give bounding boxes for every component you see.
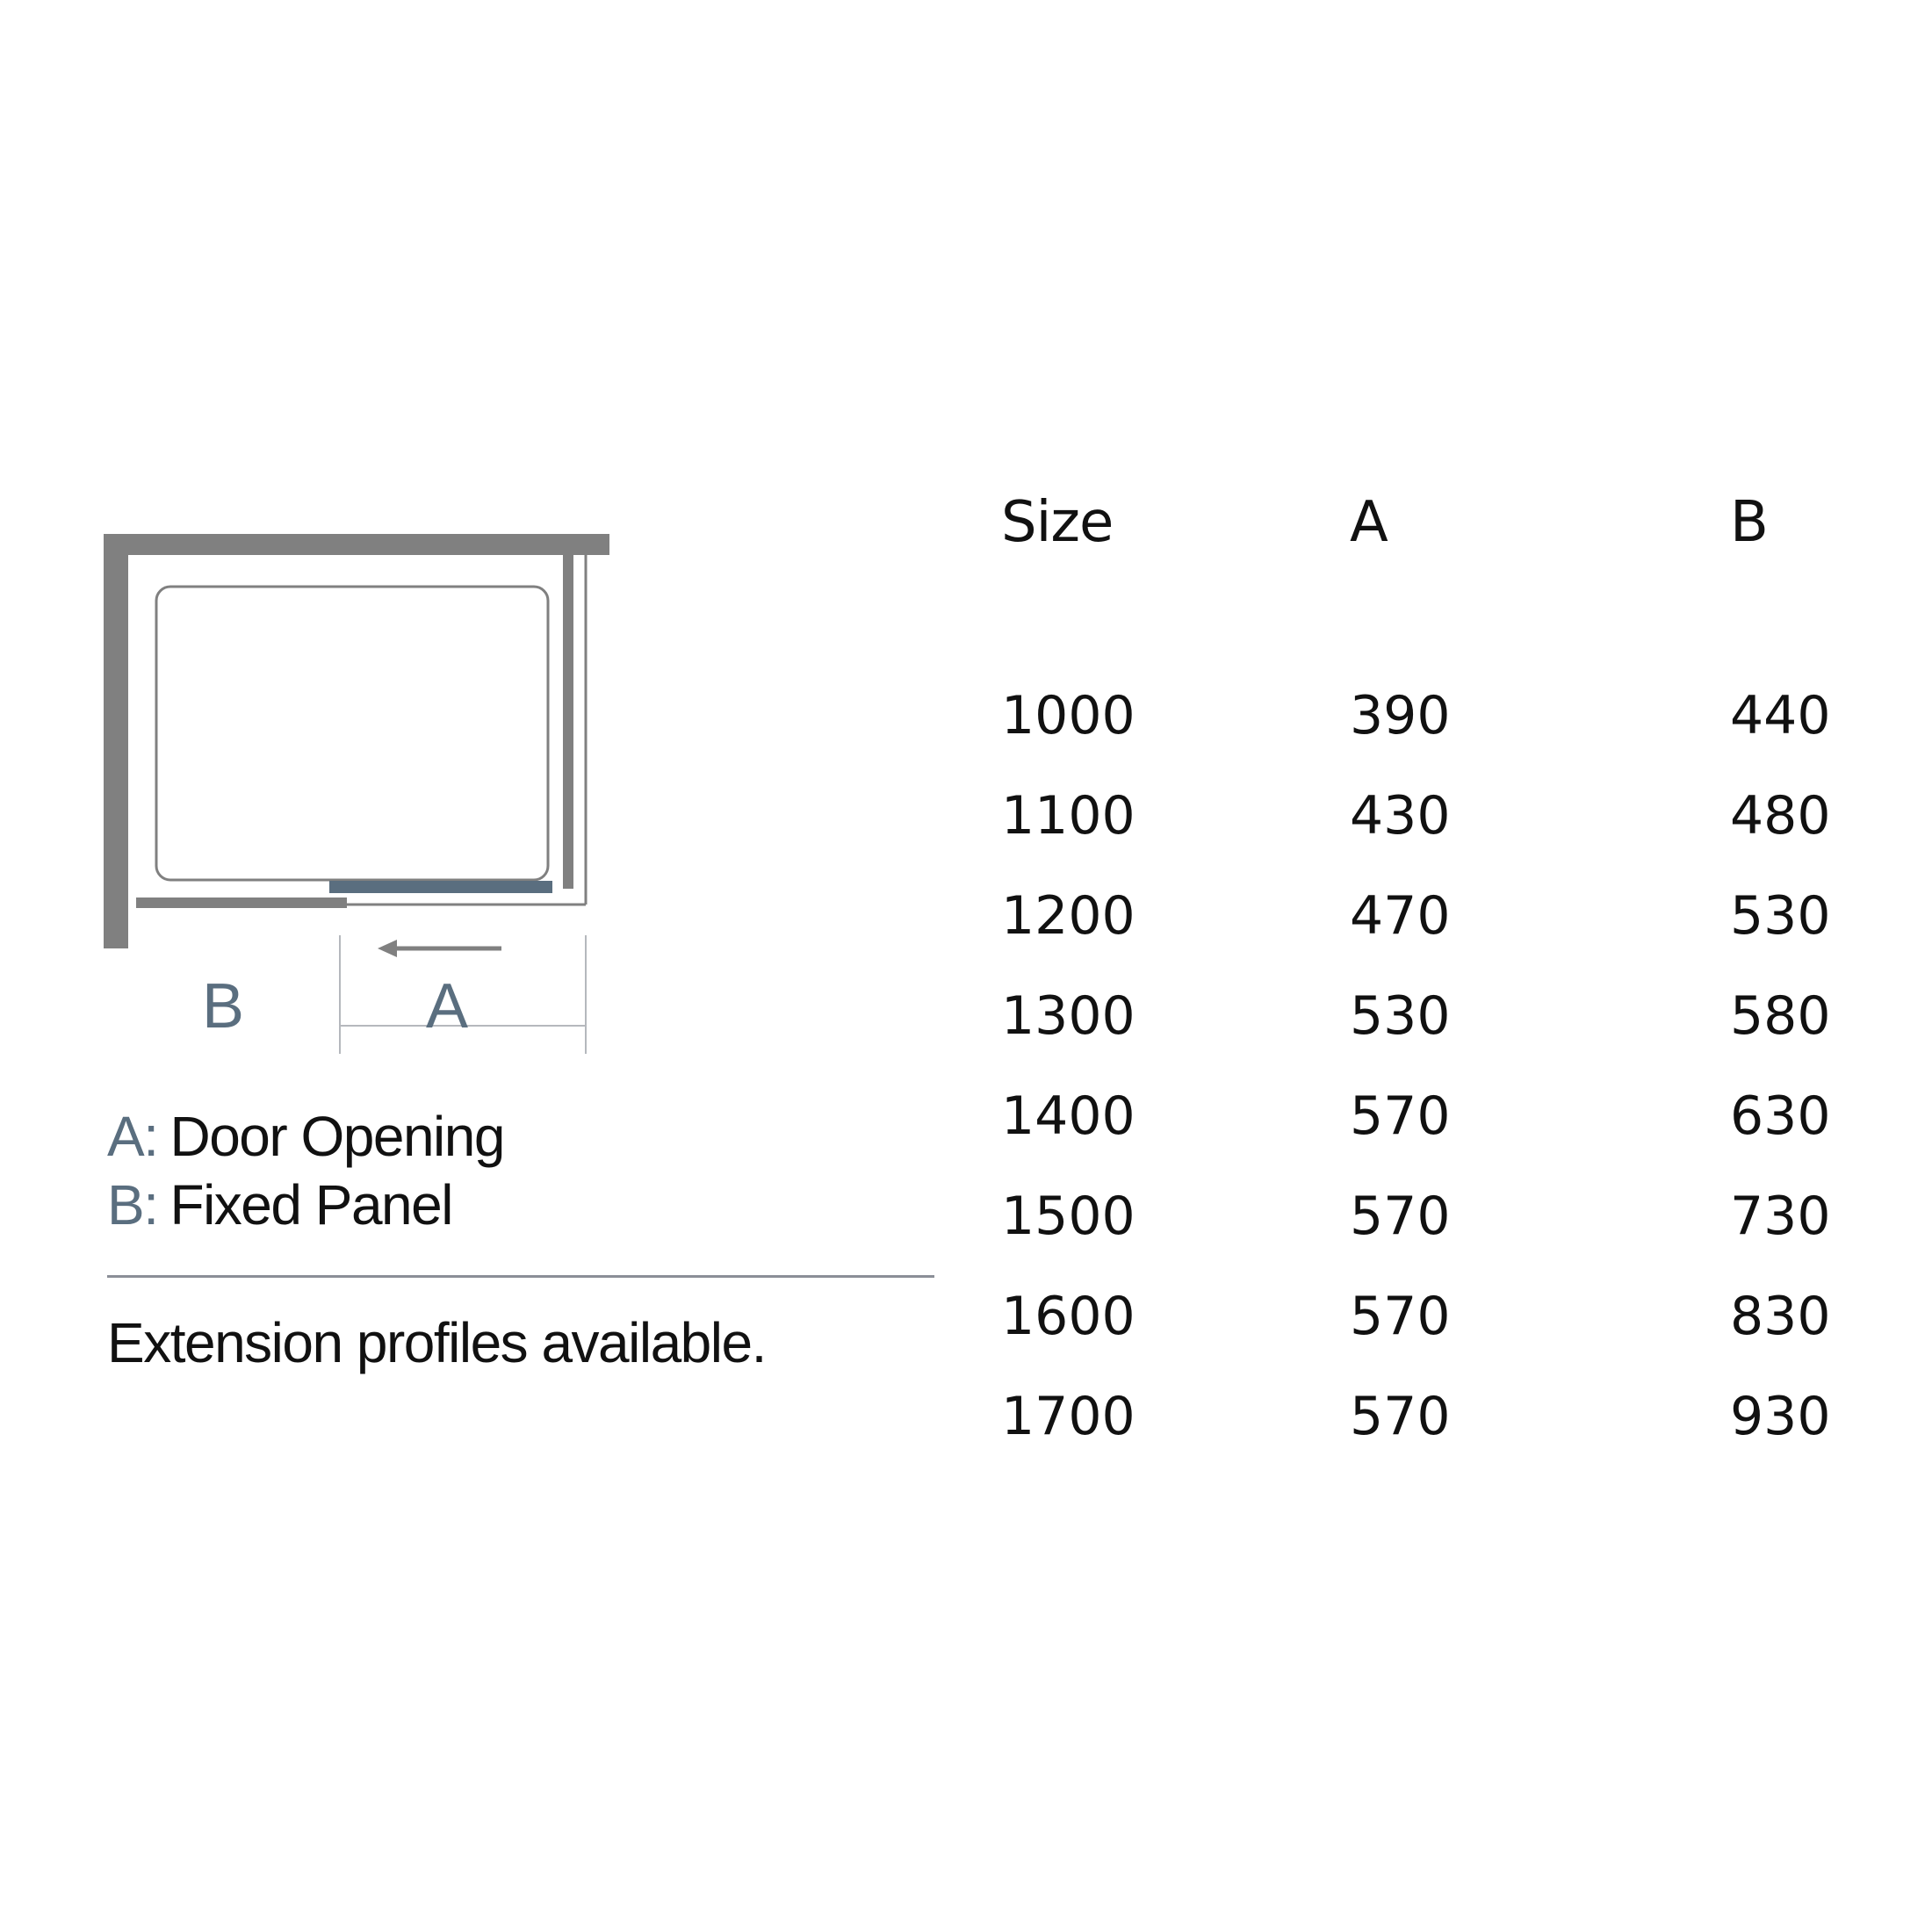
cell-b: 480 [1730,785,1831,847]
table-row [1001,1381,1879,1481]
legend-key-a: A: [107,1105,158,1168]
cell-b: 830 [1730,1286,1831,1347]
cell-a: 570 [1350,1085,1451,1147]
shower-tray [156,587,548,880]
left-wall [104,534,128,948]
enclosure-diagram [88,518,632,1071]
header-b: B [1730,490,1768,555]
extension-note: Extension profiles available. [107,1311,766,1374]
table-row [1001,1181,1879,1281]
top-wall [104,534,609,555]
table-row [1001,1081,1879,1181]
table-row [1001,981,1879,1081]
cell-size: 1700 [1001,1386,1135,1447]
table-row [1001,1281,1879,1381]
cell-size: 1200 [1001,885,1135,947]
legend [107,1102,504,1239]
size-table [1001,487,1879,1481]
cell-b: 930 [1730,1386,1831,1447]
legend-item-b [107,1171,504,1239]
cell-b: 630 [1730,1085,1831,1147]
return-panel [563,555,573,889]
table-row [1001,781,1879,881]
header-size: Size [1001,490,1114,555]
cell-a: 530 [1350,985,1451,1047]
slide-arrow-head [378,940,397,957]
legend-item-a [107,1102,504,1171]
cell-a: 430 [1350,785,1451,847]
dimension-label-a: A [426,971,469,1042]
divider [107,1275,934,1278]
cell-a: 570 [1350,1386,1451,1447]
cell-a: 570 [1350,1286,1451,1347]
cell-b: 730 [1730,1186,1831,1247]
cell-a: 390 [1350,685,1451,746]
legend-key-b: B: [107,1173,158,1236]
header-a: A [1350,490,1388,555]
cell-size: 1300 [1001,985,1135,1047]
legend-text-b: Fixed Panel [169,1173,452,1236]
cell-b: 440 [1730,685,1831,746]
table-row [1001,881,1879,981]
dimension-label-b: B [202,971,245,1042]
cell-a: 470 [1350,885,1451,947]
cell-size: 1100 [1001,785,1135,847]
cell-b: 580 [1730,985,1831,1047]
cell-size: 1600 [1001,1286,1135,1347]
sliding-door [329,881,552,893]
cell-size: 1500 [1001,1186,1135,1247]
fixed-panel [136,898,347,908]
table-header-row [1001,487,1879,681]
table-row [1001,681,1879,781]
cell-size: 1400 [1001,1085,1135,1147]
cell-b: 530 [1730,885,1831,947]
cell-size: 1000 [1001,685,1135,746]
cell-a: 570 [1350,1186,1451,1247]
enclosure-plan-drawing [88,518,632,1071]
legend-text-a: Door Opening [169,1105,504,1168]
